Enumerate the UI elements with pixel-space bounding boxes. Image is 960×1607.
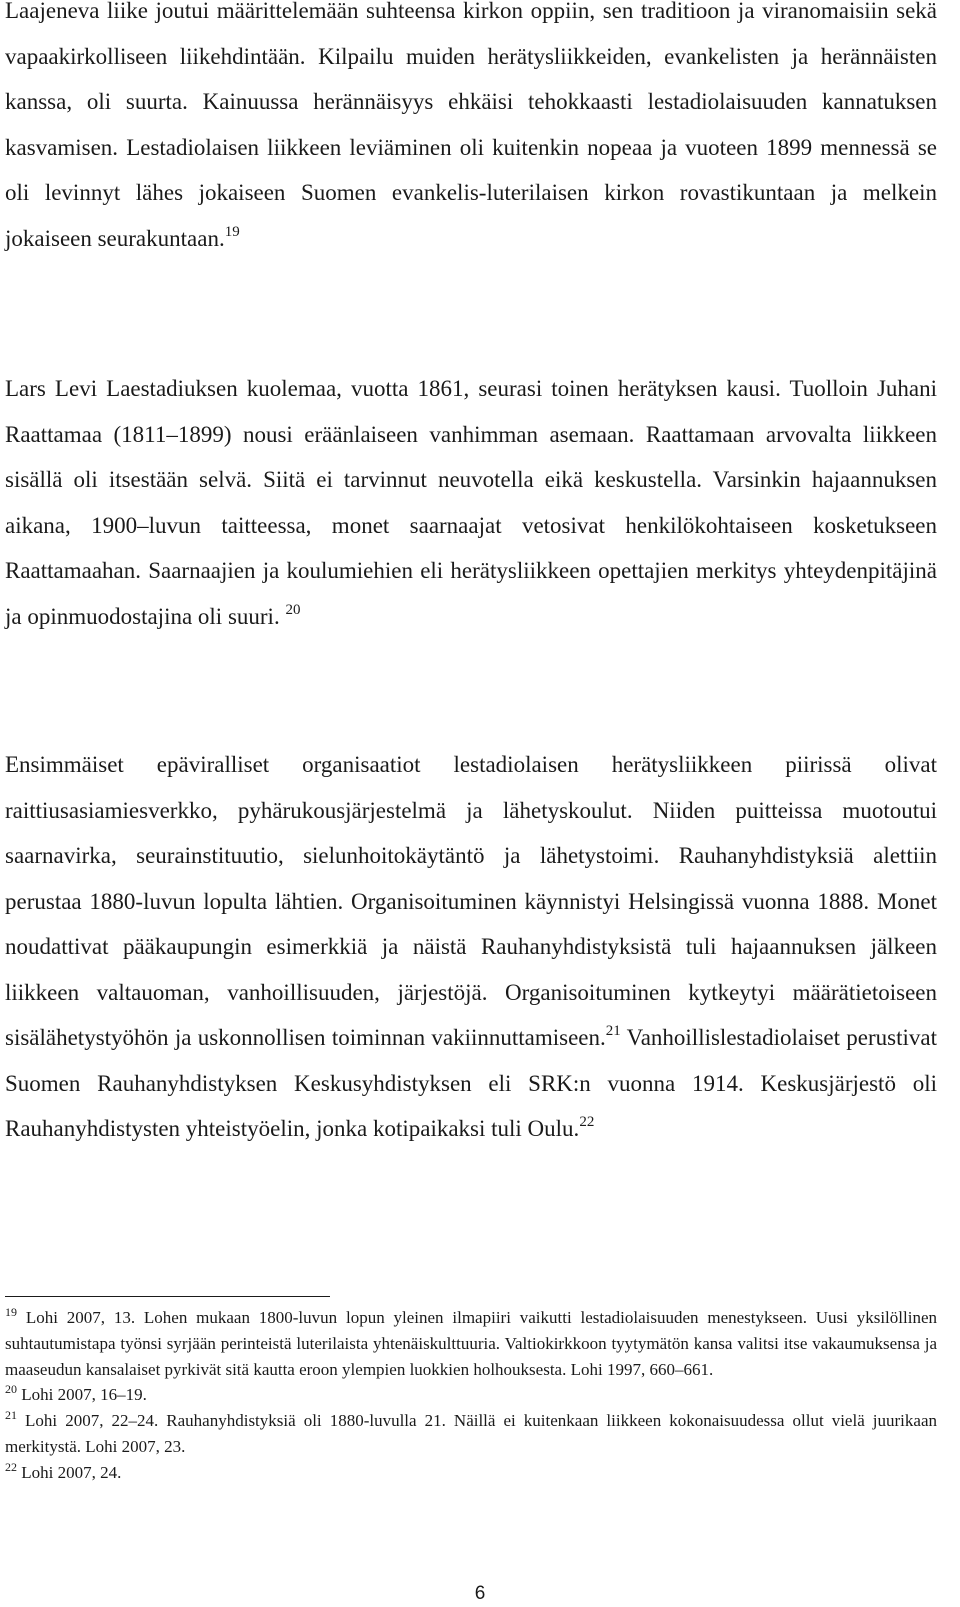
footnote [5, 1305, 937, 1382]
footnote-text: Lohi 2007, 16–19. [17, 1385, 147, 1405]
footnote-number: 19 [5, 1305, 17, 1319]
footnote-number: 22 [5, 1459, 17, 1474]
footnote-number: 20 [5, 1382, 17, 1397]
footnote-reference[interactable]: 22 [579, 1114, 595, 1130]
paragraph-text: Lars Levi Laestadiuksen kuolemaa, vuotta 1861, seurasi toinen herätyksen kausi. Tuolloin Juhani Raattamaa (1811–1899) nousi eräänlaiseen vanhimman asemaan. Raattamaan arvovalta liikkeen sisällä oli itsestään selvä. Siitä ei tarvinnut neuvotella eikä keskustella. Varsinkin hajaannuksen aikana, 1900–luvun taitteessa, monet saarnaajat vetosivat henkilökohtaiseen kosketukseen Raattamaahan. Saarnaajien ja koulumiehien eli herätysliikkeen opettajien merkitys yhteydenpitäjinä ja opinmuodostajina oli suuri. [5, 376, 937, 629]
footnote-text: Lohi 2007, 24. [17, 1462, 122, 1482]
footnote-reference[interactable]: 21 [605, 1023, 621, 1039]
body-paragraph [5, 366, 937, 639]
footnote [5, 1460, 937, 1486]
paragraph-text: Laajeneva liike joutui määrittelemään suhteensa kirkon oppiin, sen traditioon ja viranomaisiin sekä vapaakirkolliseen liikehdintään. Kilpailu muiden herätysliikkeiden, evankelisten ja herännäisten kanssa, oli suurta. Kainuussa herännäisyys ehkäisi tehokkaasti lestadiolaisuuden kannatuksen kasvamisen. Lestadiolaisen liikkeen leviäminen oli kuitenkin nopeaa ja vuoteen 1899 mennessä se oli levinnyt lähes jokaiseen Suomen evankelis-luterilaisen kirkon rovastikuntaan ja melkein jokaiseen seurakuntaan. [5, 0, 937, 251]
footnote-text: Lohi 2007, 13. Lohen mukaan 1800-luvun lopun yleinen ilmapiiri vaikutti lestadiolaisuuden menestykseen. Uusi yksilöllinen suhtautumistapa työnsi syrjään perinteistä luterilaista yhtenäiskulttuuria. Valtiokirkkoon tyytymätön kansa valitsi itse vakaumuksensa ja maaseudun kansalaiset pyrkivät sitä kautta eroon ylempien luokkien holhouksesta. Lohi 1997, 660–661. [5, 1308, 937, 1379]
footnote-reference[interactable]: 19 [224, 223, 240, 240]
footnotes-section [5, 1305, 937, 1486]
footnote-text: Lohi 2007, 22–24. Rauhanyhdistyksiä oli 1880-luvulla 21. Näillä ei kuitenkaan liikkeen kokonaisuudessa ollut vielä juurikaan merkitystä. Lohi 2007, 23. [5, 1411, 937, 1456]
body-paragraph [5, 0, 937, 261]
footnote-divider [5, 1296, 330, 1297]
footnote [5, 1382, 937, 1408]
paragraph-text: Ensimmäiset epäviralliset organisaatiot lestadiolaisen herätysliikkeen piirissä olivat raittiusasiamiesverkko, pyhärukousjärjestelmä ja lähetyskoulut. Niiden puitteissa muotoutui saarnavirka, seurainstituutio, sielunhoitokäytäntö ja lähetystoimi. Rauhanyhdistyksiä alettiin perustaa 1880-luvun lopulta lähtien. Organisoituminen käynnistyi Helsingissä vuonna 1888. Monet noudattivat pääkaupungin esimerkkiä ja näistä Rauhanyhdistyksistä tuli hajaannuksen jälkeen liikkeen valtauoman, vanhoillisuuden, järjestöjä. Organisoituminen kytkeytyi määrätietoiseen sisälähetystyöhön ja uskonnollisen toiminnan vakiinnuttamiseen. [5, 752, 937, 1050]
footnote [5, 1408, 937, 1460]
paragraph-text: Vanhoillislestadiolaiset perustivat Suomen Rauhanyhdistyksen Keskusyhdistyksen eli SRK:n vuonna 1914. Keskusjärjestö oli Rauhanyhdistysten yhteistyöelin, jonka kotipaikaksi tuli Oulu. [5, 1025, 938, 1141]
footnote-reference[interactable]: 20 [285, 601, 301, 618]
footnote-number: 21 [5, 1408, 17, 1423]
page-number: 6 [474, 1583, 486, 1604]
body-paragraph [5, 742, 937, 1152]
